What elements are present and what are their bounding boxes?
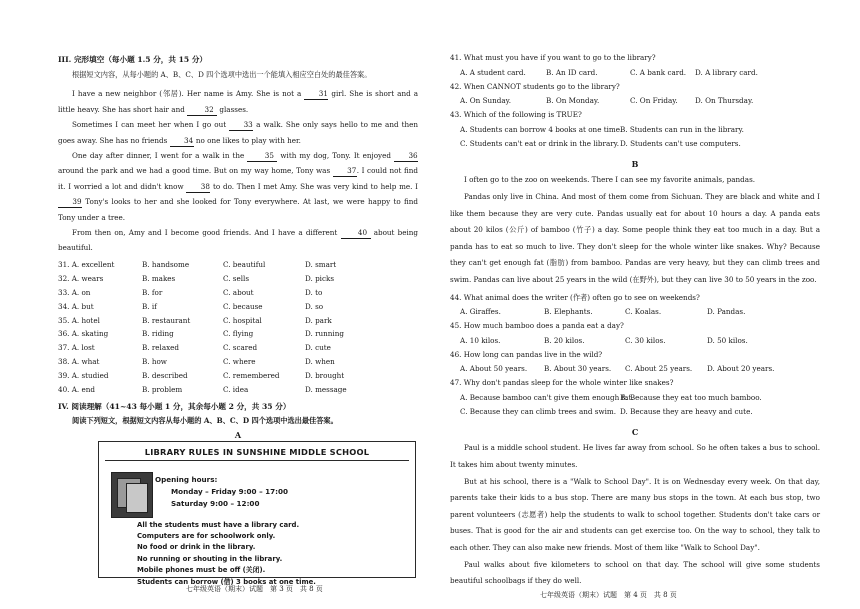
option-b: B. relaxed bbox=[142, 343, 180, 353]
question-46 bbox=[450, 348, 820, 377]
library-notice bbox=[98, 441, 416, 586]
rule-item: No food or drink in the library. bbox=[137, 543, 256, 552]
option-a: 37. A. lost bbox=[58, 343, 95, 353]
option-b: B. Elephants. bbox=[544, 307, 593, 317]
question-stem: 46. How long can pandas live in the wild? bbox=[450, 349, 603, 359]
option-c: C. remembered bbox=[223, 371, 280, 381]
library-books-image bbox=[111, 472, 153, 518]
option-c: C. 30 kilos. bbox=[625, 335, 666, 345]
option-c: C. where bbox=[223, 357, 256, 367]
cloze-paragraph-4: From then on, Amy and I become good friends. And I have a different 40 about being beautiful. bbox=[58, 228, 418, 253]
blank-37: 37 bbox=[333, 166, 357, 177]
option-c: C. On Friday. bbox=[630, 96, 678, 106]
option-b: B. An ID card. bbox=[546, 67, 598, 77]
option-c: C. About 25 years. bbox=[625, 364, 693, 374]
option-d: D. when bbox=[305, 357, 335, 367]
option-a: A. Because bamboo can't give them enough fat. bbox=[460, 392, 634, 402]
question-44 bbox=[450, 291, 820, 320]
option-a: 39. A. studied bbox=[58, 371, 109, 381]
question-stem: 43. Which of the following is TRUE? bbox=[450, 110, 582, 119]
option-d: D. picks bbox=[305, 273, 335, 283]
opening-hours-label: Opening hours: bbox=[155, 474, 218, 484]
option-a: A. 10 kilos. bbox=[460, 335, 501, 345]
rule-item: Students can borrow (借) 3 books at one time. bbox=[137, 577, 316, 586]
option-b: B. Students can run in the library. bbox=[620, 124, 744, 134]
option-a: A. About 50 years. bbox=[460, 364, 528, 374]
option-a: 36. A. skating bbox=[58, 329, 109, 339]
option-a: A. A student card. bbox=[460, 67, 526, 77]
option-d: D. smart bbox=[305, 259, 337, 269]
opening-hours-weekday: Monday – Friday 9:00 – 17:00 bbox=[171, 486, 289, 496]
option-d: D. cute bbox=[305, 343, 331, 353]
opening-hours bbox=[155, 474, 288, 510]
option-c: C. hospital bbox=[223, 315, 262, 325]
option-a: A. Students can borrow 4 books at one time. bbox=[460, 124, 623, 134]
cloze-option-row bbox=[58, 355, 418, 369]
option-d: D. running bbox=[305, 329, 344, 339]
passage-b-label: B bbox=[631, 159, 639, 170]
option-b: B. 20 kilos. bbox=[544, 335, 585, 345]
cloze-option-row bbox=[58, 272, 418, 286]
option-d: D. About 20 years. bbox=[707, 364, 775, 374]
option-c: C. A bank card. bbox=[630, 67, 687, 77]
option-c: C. scared bbox=[223, 343, 258, 353]
option-c: C. flying bbox=[223, 329, 254, 339]
option-a: 32. A. wears bbox=[58, 273, 104, 283]
option-a: 35. A. hotel bbox=[58, 315, 100, 325]
option-a: 40. A. end bbox=[58, 385, 95, 395]
option-a: A. On Sunday. bbox=[460, 96, 512, 106]
blank-38: 38 bbox=[186, 182, 210, 193]
section-4-instruction: 阅读下列短文，根据短文内容从每小题的 A、B、C、D 四个选项中选出最佳答案。 bbox=[72, 415, 338, 425]
option-b: B. problem bbox=[142, 385, 183, 395]
option-b: B. for bbox=[142, 287, 163, 297]
option-a: 33. A. on bbox=[58, 287, 91, 297]
option-d: D. brought bbox=[305, 371, 345, 381]
cloze-option-row bbox=[58, 369, 418, 383]
option-d: D. A library card. bbox=[695, 67, 758, 77]
option-b: B. makes bbox=[142, 273, 176, 283]
question-43 bbox=[450, 108, 820, 150]
section-3-heading: III. 完形填空（每小题 1.5 分，共 15 分） bbox=[58, 55, 208, 64]
passage-a-label: A bbox=[234, 429, 242, 440]
rule-item: All the students must have a library card. bbox=[137, 520, 300, 529]
blank-34: 34 bbox=[170, 136, 194, 147]
option-b: B. restaurant bbox=[142, 315, 191, 325]
option-b: B. About 30 years. bbox=[544, 364, 612, 374]
rule-item: Mobile phones must be off (关闭). bbox=[137, 566, 266, 575]
option-d: D. Because they are heavy and cute. bbox=[620, 406, 753, 416]
question-stem: 42. When CANNOT students go to the library? bbox=[450, 81, 620, 91]
option-b: B. how bbox=[142, 357, 167, 367]
option-a: 31. A. excellent bbox=[58, 259, 115, 269]
blank-39: 39 bbox=[58, 197, 82, 208]
option-b: B. if bbox=[142, 301, 157, 311]
passage-c-paragraph: But at his school, there is a "Walk to School Day". It is on Wednesday every week. On that day, parents take their kids to a bus stop. There are many bus stops in the town. At each bus stop, two parent volunteers (志愿者) help the students to walk to school together. Students don't take cars or buses. That is good for the air and students can get exercise too. On the way to school, they talk to each other. They can also make new friends. Most of them like "Walk to School Day". bbox=[450, 476, 820, 553]
option-b: B. Because they eat too much bamboo. bbox=[620, 392, 762, 402]
cloze-option-row bbox=[58, 383, 418, 397]
passage-c-label: C bbox=[631, 427, 639, 438]
option-a: A. Giraffes. bbox=[460, 307, 501, 317]
cloze-options bbox=[58, 258, 418, 397]
cloze-paragraph-1: I have a new neighbor (邻居). Her name is Amy. She is not a 31 girl. She is short and a little heavy. She has short hair and 32 glasses. bbox=[58, 89, 418, 114]
blank-33: 33 bbox=[229, 120, 253, 131]
question-41 bbox=[450, 51, 820, 80]
notice-divider bbox=[105, 460, 409, 461]
passage-b-paragraph: Pandas only live in China. And most of them come from Sichuan. They are black and white and I like them because they are very cute. Pandas usually eat for about 10 hours a day. A panda eats about 20 kilos (公斤) of bamboo (竹子) a day. Some people think they eat too much in a day. But a panda has to eat so much to live. They don't sleep for the whole winter like snakes. Why? Because they can't get enough fat (脂肪) from bamboo. Pandas are very heavy, but they can climb trees and swim. Pandas can live about 25 years in the wild (在野外), but they can live 30 to 50 years in the zoo. bbox=[450, 192, 820, 284]
option-d: D. so bbox=[305, 301, 324, 311]
library-rules-list bbox=[137, 520, 316, 588]
option-b: B. handsome bbox=[142, 259, 190, 269]
cloze-option-row bbox=[58, 286, 418, 300]
cloze-paragraph-2: Sometimes I can meet her when I go out 33 a walk. She only says hello to me and then goes away. She has no friends 34 no one likes to play with her. bbox=[58, 120, 418, 145]
option-d: D. 50 kilos. bbox=[707, 335, 748, 345]
cloze-option-row bbox=[58, 327, 418, 341]
option-c: C. sells bbox=[223, 273, 250, 283]
option-d: D. On Thursday. bbox=[695, 96, 754, 106]
option-c: C. idea bbox=[223, 385, 249, 395]
blank-32: 32 bbox=[187, 105, 217, 116]
question-stem: 41. What must you have if you want to go to the library? bbox=[450, 53, 656, 62]
cloze-option-row bbox=[58, 341, 418, 355]
question-stem: 45. How much bamboo does a panda eat a day? bbox=[450, 321, 624, 331]
blank-31: 31 bbox=[304, 89, 328, 100]
right-page-footer: 七年级英语（期末）试题 第 4 页 共 8 页 bbox=[540, 591, 677, 599]
option-d: D. to bbox=[305, 287, 323, 297]
option-d: D. Pandas. bbox=[707, 307, 746, 317]
option-c: C. Students can't eat or drink in the library. bbox=[460, 138, 620, 148]
option-c: C. about bbox=[223, 287, 254, 297]
blank-36: 36 bbox=[394, 151, 418, 162]
passage-c-paragraph: Paul is a middle school student. He lives far away from school. So he often takes a bus to school. It takes him about twenty minutes. bbox=[450, 443, 820, 470]
passage-c-paragraph: Paul walks about five kilometers to school on that day. The school will give some students beautiful schoolbags if they do well. bbox=[450, 559, 820, 586]
cloze-option-row bbox=[58, 258, 418, 272]
cloze-option-row bbox=[58, 300, 418, 314]
blank-40: 40 bbox=[341, 228, 371, 239]
right-page bbox=[430, 0, 860, 609]
notice-title: LIBRARY RULES IN SUNSHINE MIDDLE SCHOOL bbox=[144, 446, 370, 457]
cloze-paragraph-3: One day after dinner, I went for a walk in the 35 with my dog, Tony. It enjoyed 36 around the park and we had a good time. But on my way home, Tony was 37. I could not find it. I worried a lot and didn't know 38 to do. Then I met Amy. She was very kind to help me. I 39 Tony's looks to her and she looked for Tony everywhere. At last, we were happy to find Tony under a tree. bbox=[58, 151, 418, 222]
section-3-instruction: 根据短文内容，从每小题的 A、B、C、D 四个选项中选出一个能填入相应空白处的最佳答案。 bbox=[72, 70, 372, 79]
option-c: C. Koalas. bbox=[625, 307, 662, 317]
cloze-option-row bbox=[58, 314, 418, 328]
left-page-footer: 七年级英语（期末）试题 第 3 页 共 8 页 bbox=[186, 585, 323, 593]
option-a: 34. A. but bbox=[58, 301, 94, 311]
option-b: B. described bbox=[142, 371, 188, 381]
option-d: D. park bbox=[305, 315, 332, 325]
option-c: C. beautiful bbox=[223, 259, 266, 269]
blank-35: 35 bbox=[247, 151, 277, 162]
option-d: D. Students can't use computers. bbox=[620, 138, 741, 148]
question-stem: 44. What animal does the writer (作者) often go to see on weekends? bbox=[450, 292, 700, 302]
passage-b-paragraph: I often go to the zoo on weekends. There I can see my favorite animals, pandas. bbox=[464, 175, 756, 185]
question-stem: 47. Why don't pandas sleep for the whole winter like snakes? bbox=[450, 378, 674, 388]
question-47 bbox=[450, 376, 820, 418]
option-b: B. riding bbox=[142, 329, 174, 339]
section-4-heading: IV. 阅读理解（41~43 每小题 1 分，其余每小题 2 分，共 35 分） bbox=[58, 401, 291, 411]
option-d: D. message bbox=[305, 385, 347, 395]
option-b: B. On Monday. bbox=[546, 96, 600, 106]
opening-hours-saturday: Saturday 9:00 – 12:00 bbox=[171, 498, 260, 508]
rule-item: Computers are for schoolwork only. bbox=[137, 531, 276, 540]
option-c: C. because bbox=[223, 301, 263, 311]
rule-item: No running or shouting in the library. bbox=[137, 554, 283, 563]
question-45 bbox=[450, 319, 820, 348]
option-a: 38. A. what bbox=[58, 357, 100, 367]
question-42 bbox=[450, 80, 820, 109]
option-c: C. Because they can climb trees and swim. bbox=[460, 406, 617, 416]
